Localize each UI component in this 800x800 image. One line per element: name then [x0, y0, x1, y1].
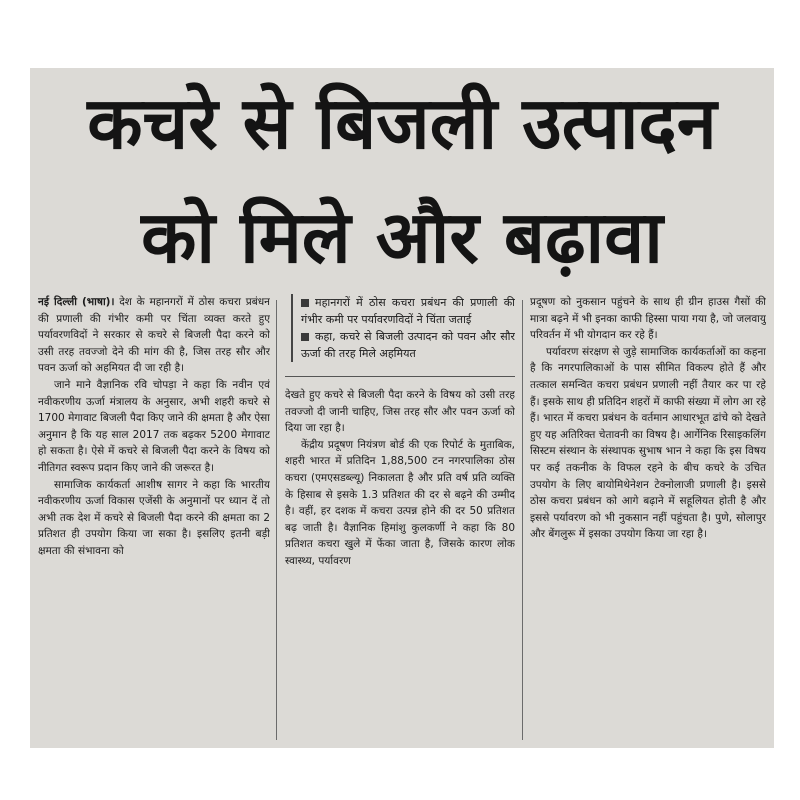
column-1-paragraph-3: सामाजिक कार्यकर्ता आशीष सागर ने कहा कि भारतीय नवीकरणीय ऊर्जा विकास एजेंसी के अनुमानों पर ध्यान दें तो अभी तक देश में कचरे से बिजली पैदा करने की क्षमता का 2 प्रतिशत ही उपयोग किया जा सका है। इसलिए इतनी बड़ी क्षमता की संभावना को — [38, 478, 270, 557]
column-3-paragraph-1: प्रदूषण को नुकसान पहुंचने के साथ ही ग्रीन हाउस गैसों की मात्रा बढ़ने में भी इनका काफी हिस्सा पाया गया है, जो जलवायु परिवर्तन में भी योगदान कर रहे हैं। — [530, 296, 766, 342]
dateline: नई दिल्ली (भाषा)। — [38, 296, 115, 308]
article-column-1 — [38, 294, 270, 748]
column-2-paragraph-1: देखते हुए कचरे से बिजली पैदा करने के विषय को उसी तरह तवज्जो दी जानी चाहिए, जिस तरह सौर और पवन ऊर्जा को दिया जा रहा है। — [285, 389, 515, 435]
column-1-paragraph-1: देश के महानगरों में ठोस कचरा प्रबंधन की प्रणाली की गंभीर कमी पर चिंता व्यक्त करते हुए पर्यावरणविदों ने सरकार से कचरे से बिजली पैदा करने को उसी तरह तवज्जो देने की मांग की है, जिस तरह सौर और पवन ऊर्जा को अहमियत दी जा रही है। — [38, 296, 270, 375]
article-column-2 — [285, 294, 515, 748]
square-bullet-icon — [301, 299, 309, 307]
square-bullet-icon — [301, 333, 309, 341]
pull-quote-item-1: महानगरों में ठोस कचरा प्रबंधन की प्रणाली की गंभीर कमी पर पर्यावरणविदों ने चिंता जताई — [301, 296, 515, 326]
column-3-paragraph-2: पर्यावरण संरक्षण से जुड़े सामाजिक कार्यकर्ताओं का कहना है कि नगरपालिकाओं के पास सीमित विकल्प होते हैं और तत्काल समन्वित कचरा प्रबंधन प्रणाली नहीं तैयार कर पा रहे हैं। इसके साथ ही प्रतिदिन शहरों में काफी संख्या में लोग आ रहे हैं। भारत में कचरा प्रबंधन के वर्तमान आधारभूत ढांचे को देखते हुए यह अतिरिक्त चेतावनी का विषय है। आर्गेनिक रिसाइकलिंग सिस्टम संस्थान के संस्थापक सुभाष भान ने कहा कि इस विषय पर कई तकनीक के विफल रहने के बीच कचरे के उचित उपयोग के लिए बायोमिथेनेशन टेक्नोलाजी प्रणाली है। इससे ठोस कचरा प्रबंधन को आगे बढ़ाने में सहूलियत होती है और इससे पर्यावरण को भी नुकसान नहीं पहुंचता है। पुणे, सोलापुर और बेंगलुरू में इसका उपयोग किया जा रहा है। — [530, 345, 766, 541]
column-divider-1 — [276, 300, 277, 740]
newspaper-clipping — [30, 68, 774, 748]
headline-line-2: को मिले और बढ़ावा — [141, 195, 663, 279]
pull-quote — [291, 294, 515, 362]
pull-quote-item-2: कहा, कचरे से बिजली उत्पादन को पवन और सौर ऊर्जा की तरह मिले अहमियत — [301, 330, 515, 360]
headline-line-1: कचरे से बिजली उत्पादन — [87, 81, 717, 165]
pull-quote-underline — [285, 376, 515, 377]
column-1-paragraph-2: जाने माने वैज्ञानिक रवि चोपड़ा ने कहा कि नवीन एवं नवीकरणीय ऊर्जा मंत्रालय के अनुसार, अभी शहरी कचरे से 1700 मेगावाट बिजली पैदा किए जाने की क्षमता है और ऐसा अनुमान है कि यह साल 2017 तक बढ़कर 5200 मेगावाट हो सकता है। ऐसे में कचरे से बिजली पैदा करने के विषय को नीतिगत स्वरूप प्रदान किए जाने की जरूरत है। — [38, 378, 270, 474]
article-column-3 — [530, 294, 766, 748]
column-2-paragraph-2: केंद्रीय प्रदूषण नियंत्रण बोर्ड की एक रिपोर्ट के मुताबिक, शहरी भारत में प्रतिदिन 1,88,500 टन नगरपालिका ठोस कचरा (एमएसडब्ल्यू) निकालता है और प्रति वर्ष प्रति व्यक्ति के हिसाब से इसके 1.3 प्रतिशत की दर से बढ़ने की उम्मीद है। वहीं, हर दशक में कचरा उत्पन्न होने की दर 50 प्रतिशत बढ़ जाती है। वैज्ञानिक हिमांशु कुलकर्णी ने कहा कि 80 प्रतिशत कचरा खुले में फेंका जाता है, जिसके कारण लोक स्वास्थ्य, पर्यावरण — [285, 438, 515, 567]
column-divider-2 — [522, 300, 523, 740]
